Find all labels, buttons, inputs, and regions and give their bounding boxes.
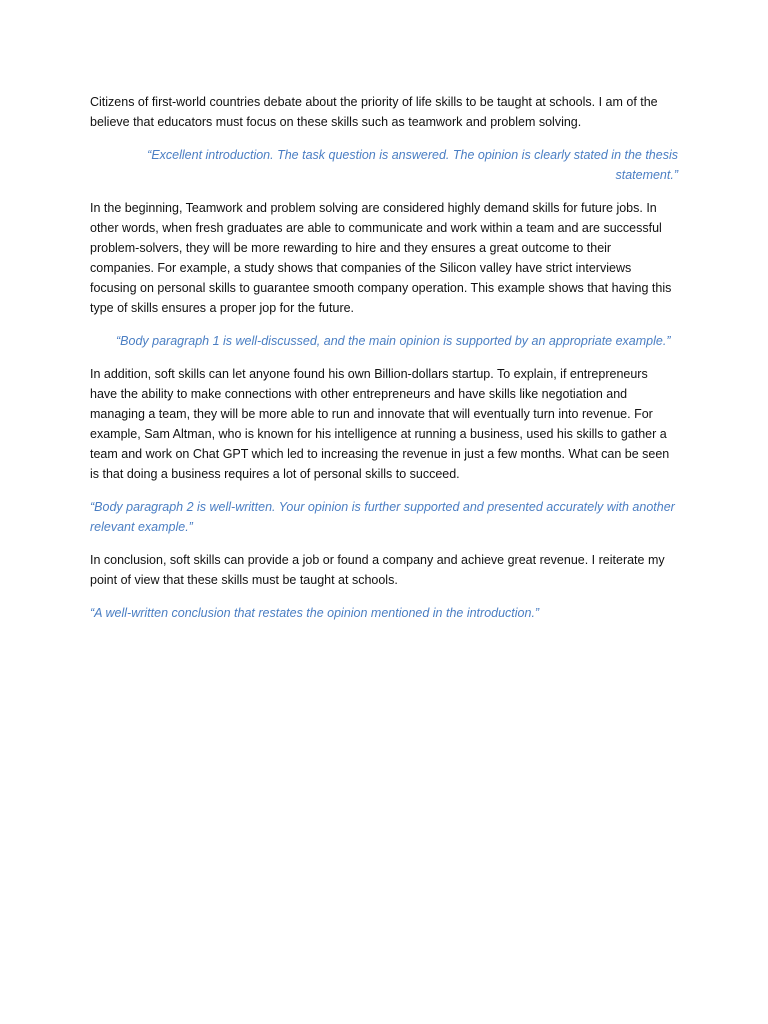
- conclusion-paragraph: In conclusion, soft skills can provide a job or found a company and achieve great revenue. I reiterate my point of view that these skills must be taught at schools.: [90, 553, 665, 587]
- body-paragraph-1: In the beginning, Teamwork and problem solving are considered highly demand skills for future jobs. In other words, when fresh graduates are able to communicate and work within a team and are successful problem-solvers, they will be more rewarding to hire and they ensures a great outcome to their companies. For example, a study shows that companies of the Silicon valley have strict interviews focusing on personal skills to guarantee smooth company operation. This example shows that having this type of skills ensures a proper jop for the future.: [90, 201, 672, 315]
- essay-document: [90, 92, 678, 636]
- body-paragraph-1-feedback: “Body paragraph 1 is well-discussed, and the main opinion is supported by an appropriate example.”: [116, 334, 671, 348]
- introduction-feedback: “Excellent introduction. The task question is answered. The opinion is clearly stated in the thesis statement.”: [147, 148, 678, 182]
- body-paragraph-2-feedback: “Body paragraph 2 is well-written. Your opinion is further supported and presented accurately with another relevant example.”: [90, 500, 675, 534]
- conclusion-feedback: “A well-written conclusion that restates the opinion mentioned in the introduction.”: [90, 606, 540, 620]
- introduction-paragraph: Citizens of first-world countries debate about the priority of life skills to be taught at schools. I am of the believe that educators must focus on these skills such as teamwork and problem solving.: [90, 95, 658, 129]
- body-paragraph-2: In addition, soft skills can let anyone found his own Billion-dollars startup. To explain, if entrepreneurs have the ability to make connections with other entrepreneurs and have skills like negotiation and managing a team, they will be more able to run and innovate that will eventually turn into revenue. For example, Sam Altman, who is known for his intelligence at running a business, used his skills to gather a team and work on Chat GPT which led to increasing the revenue in just a few months. What can be seen is that doing a business requires a lot of personal skills to succeed.: [90, 367, 670, 481]
